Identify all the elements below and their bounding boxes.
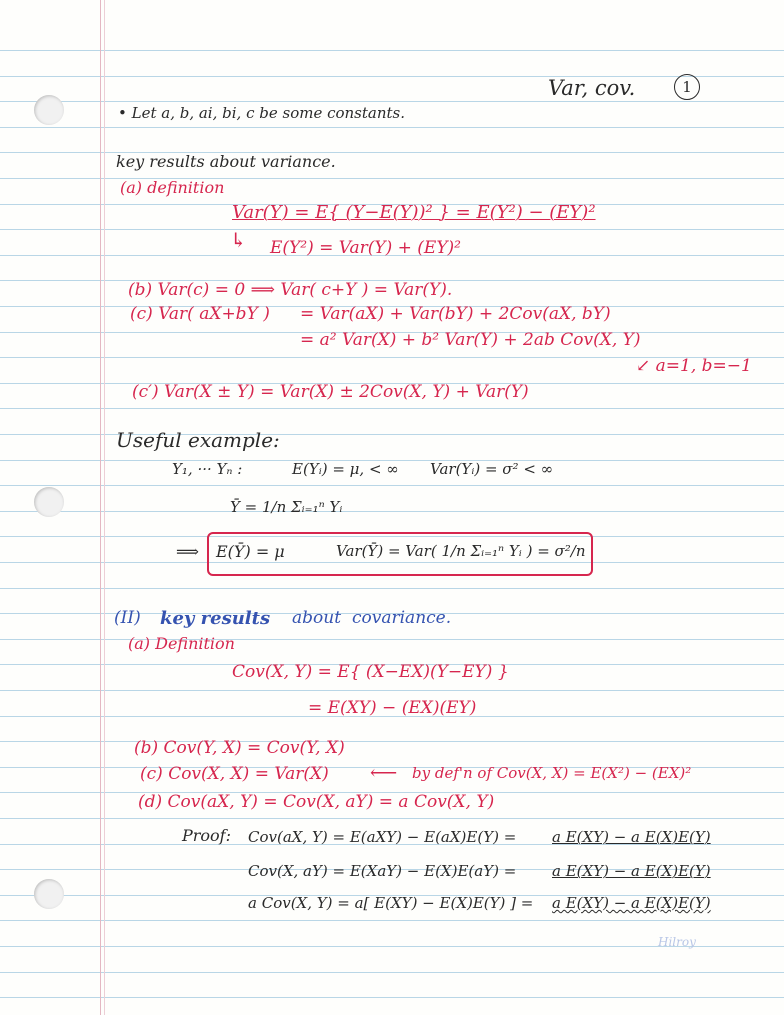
- covariance-heading-rest: covariance.: [352, 608, 452, 628]
- example-heading: Useful example:: [116, 428, 280, 452]
- ruled-line: [0, 178, 784, 179]
- ruled-line: [0, 229, 784, 230]
- variance-c-prime: (c′) Var(X ± Y) = Var(X) ± 2Cov(X, Y) + Var(Y): [132, 382, 529, 402]
- example-mean: E(Yᵢ) = μ, < ∞: [292, 460, 399, 478]
- covariance-definition-2: = E(XY) − (EX)(EY): [308, 698, 477, 718]
- variance-arrow: ↳: [230, 228, 247, 252]
- covariance-definition: Cov(X, Y) = E{ (X−EX)(Y−EY) }: [232, 662, 509, 682]
- expected-sample-mean: E(Ȳ) = μ: [216, 542, 285, 561]
- covariance-c-note: by def'n of Cov(X, X) = E(X²) − (EX)²: [412, 764, 692, 782]
- ruled-line: [0, 485, 784, 486]
- covariance-heading-about: about: [292, 608, 342, 628]
- intro-line: • Let a, b, ai, bi, c be some constants.: [118, 104, 406, 122]
- hilroy-watermark: Hilroy: [658, 935, 696, 949]
- variance-b: (b) Var(c) = 0 ⟹ Var( c+Y ) = Var(Y).: [128, 280, 453, 300]
- ruled-line: [0, 50, 784, 51]
- variance-c-label: (c) Var( aX+bY ): [130, 304, 270, 324]
- punch-hole: [34, 487, 64, 517]
- variance-definition: Var(Y) = E{ (Y−E(Y))² } = E(Y²) − (EY)²: [232, 202, 596, 223]
- ruled-line: [0, 588, 784, 589]
- punch-hole: [34, 879, 64, 909]
- ruled-line: [0, 997, 784, 998]
- covariance-a-label: (a) Definition: [128, 634, 235, 653]
- variance-sample-mean: Var(Ȳ) = Var( 1/n Σᵢ₌₁ⁿ Yᵢ ) = σ²/n: [336, 542, 586, 560]
- ruled-line: [0, 101, 784, 102]
- variance-a-label: (a) definition: [120, 178, 225, 197]
- ruled-line: [0, 639, 784, 640]
- margin-line-inner: [104, 0, 105, 1015]
- ruled-line: [0, 127, 784, 128]
- variance-c-eq2: = a² Var(X) + b² Var(Y) + 2ab Cov(X, Y): [300, 330, 641, 350]
- variance-second-moment: E(Y²) = Var(Y) + (EY)²: [270, 238, 461, 258]
- covariance-c: (c) Cov(X, X) = Var(X): [140, 764, 329, 784]
- ruled-line: [0, 741, 784, 742]
- covariance-heading-key: key results: [160, 608, 271, 629]
- margin-line: [100, 0, 101, 1015]
- proof-row-2-right: a E(XY) − a E(X)E(Y): [552, 862, 711, 880]
- proof-row-1-right: a E(XY) − a E(X)E(Y): [552, 828, 711, 846]
- ruled-line: [0, 690, 784, 691]
- punch-hole: [34, 95, 64, 125]
- ruled-line: [0, 818, 784, 819]
- proof-row-1-left: Cov(aX, Y) = E(aXY) − E(aX)E(Y) =: [248, 828, 517, 846]
- proof-label: Proof:: [182, 826, 231, 845]
- covariance-heading-number: (II): [114, 608, 141, 628]
- ruled-line: [0, 511, 784, 512]
- covariance-b: (b) Cov(Y, X) = Cov(Y, X): [134, 738, 345, 758]
- example-sample-mean: Ȳ = 1/n Σᵢ₌₁ⁿ Yᵢ: [230, 498, 343, 516]
- page-number-text: 1: [682, 78, 692, 96]
- ruled-line: [0, 972, 784, 973]
- proof-row-3-right: a E(XY) − a E(X)E(Y): [552, 894, 711, 912]
- variance-heading: key results about variance.: [116, 152, 336, 171]
- ruled-line: [0, 76, 784, 77]
- example-variables: Y₁, ··· Yₙ :: [172, 460, 243, 478]
- covariance-c-arrow: ⟵: [370, 762, 398, 784]
- proof-row-3-left: a Cov(X, Y) = a[ E(XY) − E(X)E(Y) ] =: [248, 894, 534, 912]
- covariance-d: (d) Cov(aX, Y) = Cov(X, aY) = a Cov(X, Y): [138, 792, 495, 812]
- example-variance: Var(Yᵢ) = σ² < ∞: [430, 460, 554, 478]
- ruled-line: [0, 920, 784, 921]
- variance-c-note: ↙ a=1, b=−1: [636, 356, 752, 376]
- page-number: [674, 74, 700, 100]
- ruled-line: [0, 408, 784, 409]
- proof-row-2-left: Cov(X, aY) = E(XaY) − E(X)E(aY) =: [248, 862, 517, 880]
- variance-c-eq1: = Var(aX) + Var(bY) + 2Cov(aX, bY): [300, 304, 611, 324]
- page-title: Var, cov.: [548, 76, 636, 100]
- implies-arrow: ⟹: [176, 542, 199, 561]
